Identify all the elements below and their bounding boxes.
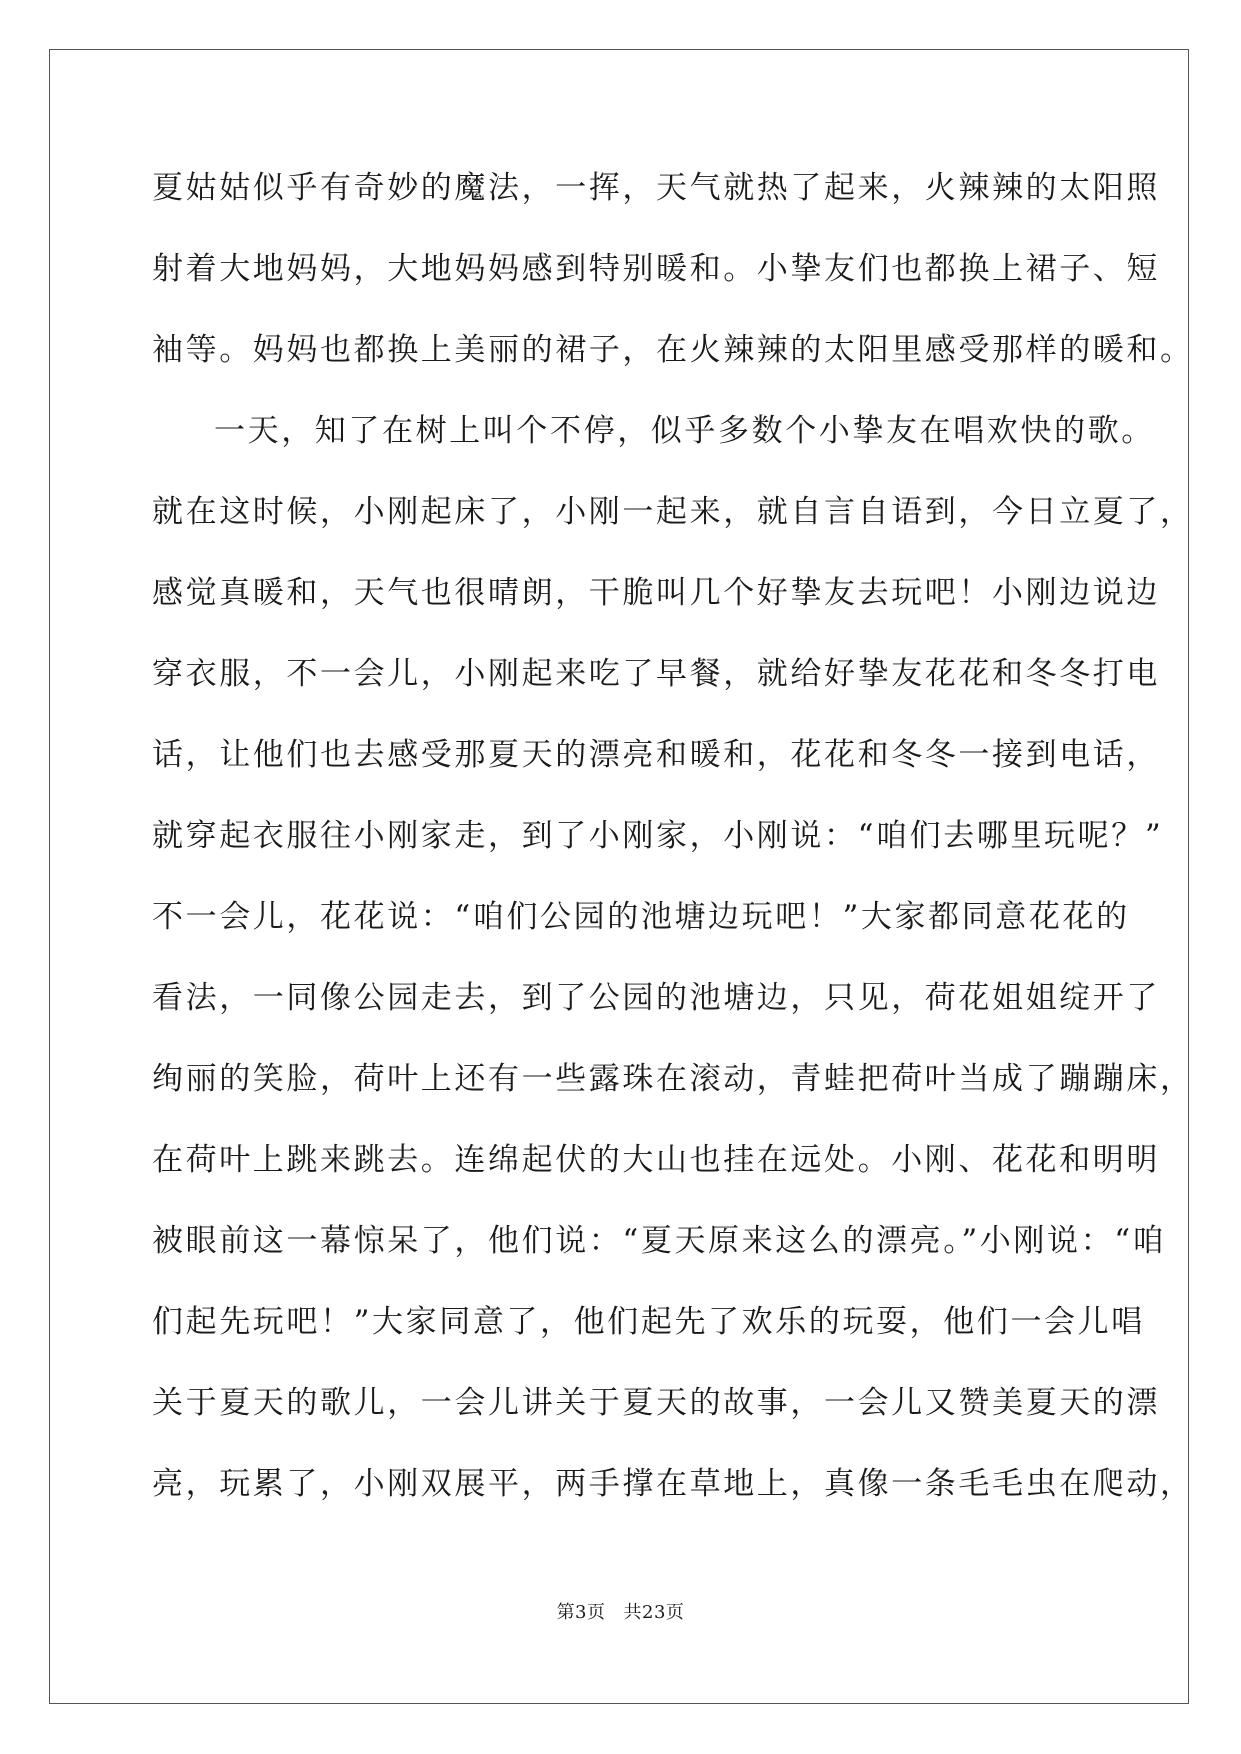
text-line: 袖等。妈妈也都换上美丽的裙子，在火辣辣的太阳里感受那样的暖和。 <box>152 332 1194 368</box>
text-line: 话，让他们也去感受那夏天的漂亮和暖和，花花和冬冬一接到电话， <box>152 737 1160 773</box>
text-line: 被眼前这一幕惊呆了，他们说：“夏天原来这么的漂亮。”小刚说：“咱 <box>152 1223 1167 1259</box>
text-line: 就在这时候，小刚起床了，小刚一起来，就自言自语到，今日立夏了， <box>152 494 1194 530</box>
text-line: 夏姑姑似乎有奇妙的魔法，一挥，天气就热了起来，火辣辣的太阳照 <box>152 170 1160 206</box>
page-number: 第3页 <box>556 1602 606 1623</box>
text-line: 感觉真暖和，天气也很晴朗，干脆叫几个好挚友去玩吧！小刚边说边 <box>152 575 1160 611</box>
text-line: 就穿起衣服往小刚家走，到了小刚家，小刚说：“咱们去哪里玩呢？” <box>152 818 1164 854</box>
text-line: 亮，玩累了，小刚双展平，两手撑在草地上，真像一条毛毛虫在爬动， <box>152 1466 1194 1502</box>
text-line: 一天，知了在树上叫个不停，似乎多数个小挚友在唱欢快的歌。 <box>214 413 1155 449</box>
document-body <box>152 148 1194 1525</box>
page-total: 共23页 <box>623 1602 685 1623</box>
text-line: 绚丽的笑脸，荷叶上还有一些露珠在滚动，青蛙把荷叶当成了蹦蹦床， <box>152 1061 1194 1097</box>
page-footer <box>0 1598 1241 1624</box>
text-line: 看法，一同像公园走去，到了公园的池塘边，只见，荷花姐姐绽开了 <box>152 980 1160 1016</box>
text-line: 关于夏天的歌儿，一会儿讲关于夏天的故事，一会儿又赞美夏天的漂 <box>152 1385 1160 1421</box>
text-line: 在荷叶上跳来跳去。连绵起伏的大山也挂在远处。小刚、花花和明明 <box>152 1142 1160 1178</box>
text-line: 们起先玩吧！”大家同意了，他们起先了欢乐的玩耍，他们一会儿唱 <box>152 1304 1145 1340</box>
text-line: 射着大地妈妈，大地妈妈感到特别暖和。小挚友们也都换上裙子、短 <box>152 251 1160 287</box>
text-line: 不一会儿，花花说：“咱们公园的池塘边玩吧！”大家都同意花花的 <box>152 899 1130 935</box>
text-line: 穿衣服，不一会儿，小刚起来吃了早餐，就给好挚友花花和冬冬打电 <box>152 656 1160 692</box>
